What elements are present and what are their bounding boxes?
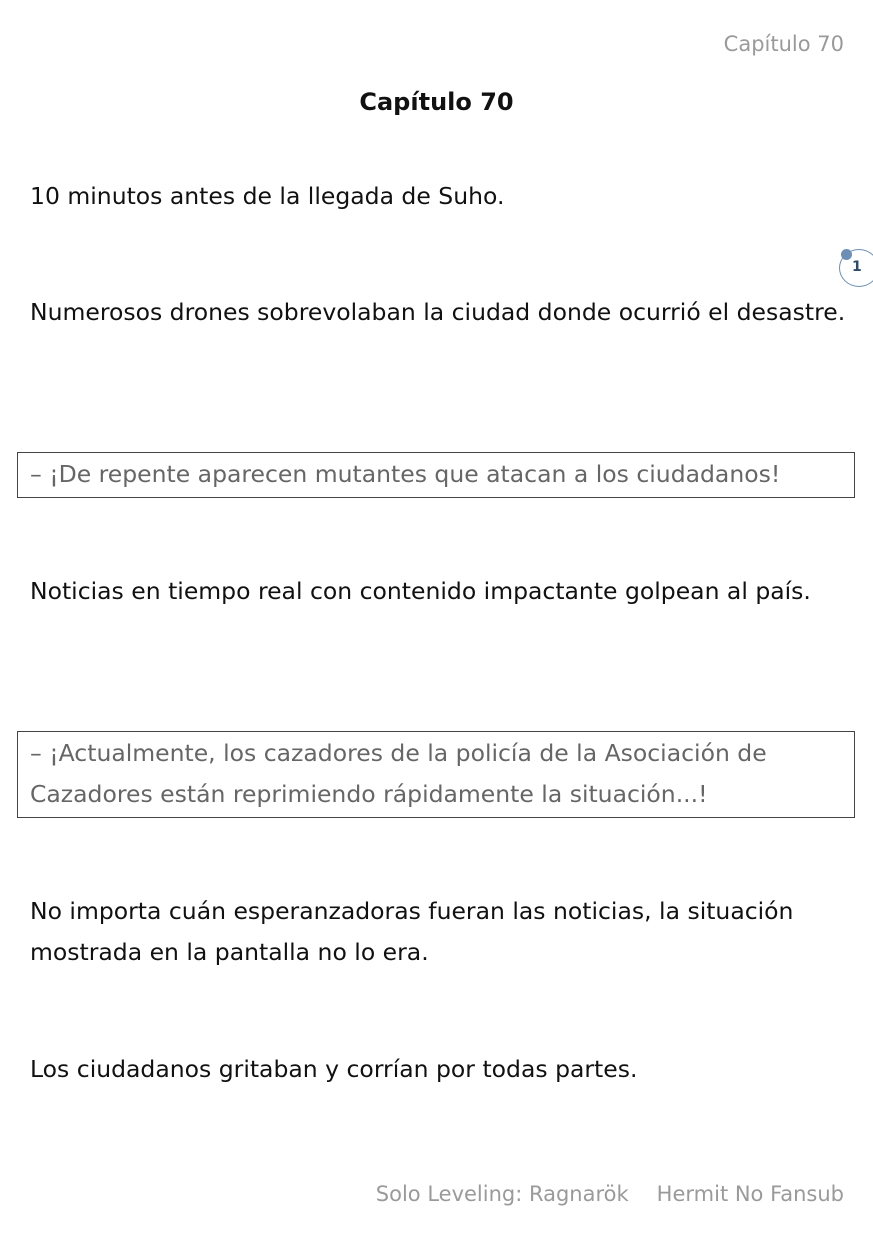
paragraph-4: No importa cuán esperanzadoras fueran las noticias, la situación mostrada en la pantalla no lo era. <box>30 897 794 966</box>
page-marker-dot <box>841 249 852 260</box>
quote-box-2: – ¡Actualmente, los cazadores de la policía de la Asociación de Cazadores están reprimiendo rápidamente la situación...! <box>17 731 855 818</box>
paragraph-2: Numerosos drones sobrevolaban la ciudad donde ocurrió el desastre. <box>30 298 846 326</box>
running-header: Capítulo 70 <box>723 32 844 56</box>
chapter-title: Capítulo 70 <box>359 88 514 116</box>
paragraph-1: 10 minutos antes de la llegada de Suho. <box>30 182 505 210</box>
footer-translator: Hermit No Fansub <box>656 1182 844 1206</box>
paragraph-3: Noticias en tiempo real con contenido impactante golpean al país. <box>30 577 811 605</box>
quote-box-1: – ¡De repente aparecen mutantes que atacan a los ciudadanos! <box>17 452 855 498</box>
footer-book-title: Solo Leveling: Ragnarök <box>375 1182 629 1206</box>
page-footer <box>376 1182 844 1206</box>
page-marker-number: 1 <box>852 259 862 275</box>
paragraph-5: Los ciudadanos gritaban y corrían por todas partes. <box>30 1055 638 1083</box>
